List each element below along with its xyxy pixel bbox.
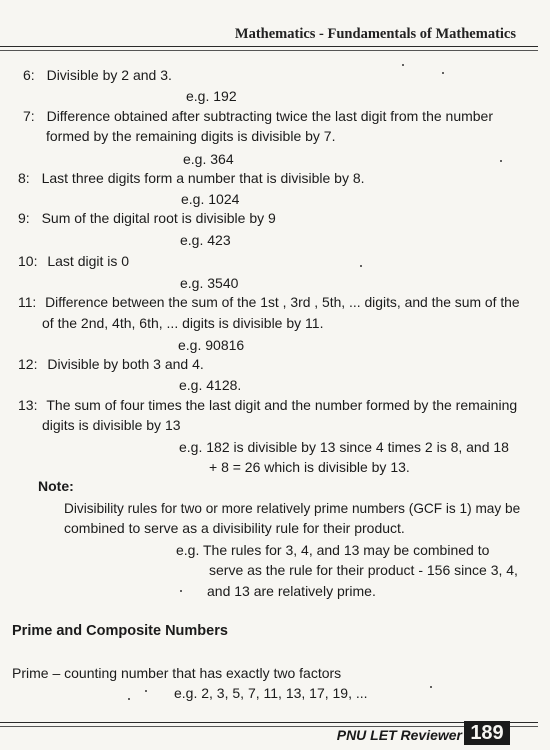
rule-number: 7: (23, 108, 35, 124)
rule-text: Divisible by both 3 and 4. (47, 356, 204, 372)
header-rule-thin (0, 50, 538, 51)
rule-9 (18, 209, 276, 227)
rule-10-example: e.g. 3540 (180, 275, 239, 291)
rule-10 (18, 252, 129, 270)
rule-number: 6: (23, 67, 35, 83)
footer-book-title: PNU LET Reviewer (336, 727, 462, 743)
rule-9-example: e.g. 423 (180, 232, 231, 248)
note-label: Note: (38, 478, 74, 494)
note-text: Divisibility rules for two or more relatively prime numbers (GCF is 1) may be (64, 500, 521, 516)
header-rule (0, 46, 538, 47)
rule-number: 10: (18, 253, 38, 269)
scan-speck (402, 64, 404, 66)
rule-number: 8: (18, 170, 30, 186)
rule-11-example: e.g. 90816 (178, 337, 245, 353)
rule-number: 11: (18, 294, 37, 310)
section-heading: Prime and Composite Numbers (12, 623, 228, 639)
rule-text: Difference obtained after subtracting twice the last digit from the number (46, 108, 493, 124)
rule-13-example-continued: + 8 = 26 which is divisible by 13. (209, 459, 410, 475)
rule-text: Difference between the sum of the 1st , 3rd , 5th, ... digits, and the sum of the (45, 294, 520, 310)
scan-speck (128, 698, 130, 700)
rule-13-continued: digits is divisible by 13 (42, 417, 181, 433)
rule-6-example: e.g. 192 (186, 88, 237, 104)
scan-speck (360, 265, 362, 267)
rule-number: 13: (18, 397, 38, 413)
rule-text: Divisible by 2 and 3. (46, 67, 172, 83)
page-number: 189 (464, 721, 510, 745)
scan-speck (500, 160, 502, 162)
rule-8-example: e.g. 1024 (181, 191, 240, 207)
note-example-continued: serve as the rule for their product - 156 since 3, 4, (209, 562, 518, 578)
rule-text: Last three digits form a number that is divisible by 8. (41, 170, 365, 186)
rule-text: Last digit is 0 (47, 253, 130, 269)
rule-number: 12: (18, 356, 38, 372)
running-header: Mathematics - Fundamentals of Mathematics (234, 26, 516, 42)
rule-13-example: e.g. 182 is divisible by 13 since 4 times 2 is 8, and 18 (179, 439, 509, 455)
rule-text: Sum of the digital root is divisible by 9 (41, 210, 276, 226)
rule-12 (18, 355, 204, 373)
note-text-continued: combined to serve as a divisibility rule for their product. (64, 520, 405, 536)
rule-7-continued: formed by the remaining digits is divisible by 7. (46, 128, 336, 144)
prime-example: e.g. 2, 3, 5, 7, 11, 13, 17, 19, ... (174, 685, 368, 701)
rule-6 (23, 66, 172, 84)
scan-speck (180, 590, 182, 592)
note-example-end: and 13 are relatively prime. (207, 583, 376, 599)
rule-12-example: e.g. 4128. (179, 377, 242, 393)
rule-7-example: e.g. 364 (183, 151, 234, 167)
rule-7 (23, 107, 493, 125)
scan-speck (145, 690, 147, 692)
scan-speck (430, 686, 432, 688)
rule-11 (18, 293, 520, 311)
rule-text: The sum of four times the last digit and the number formed by the remaining (46, 397, 518, 413)
rule-number: 9: (18, 210, 30, 226)
rule-13 (18, 396, 517, 414)
rule-11-continued: of the 2nd, 4th, 6th, ... digits is divisible by 11. (42, 315, 324, 331)
note-example: e.g. The rules for 3, 4, and 13 may be combined to (176, 542, 490, 558)
rule-8 (18, 169, 365, 187)
scan-speck (442, 72, 444, 74)
footer-rule (0, 722, 538, 723)
prime-definition: Prime – counting number that has exactly two factors (12, 665, 342, 681)
